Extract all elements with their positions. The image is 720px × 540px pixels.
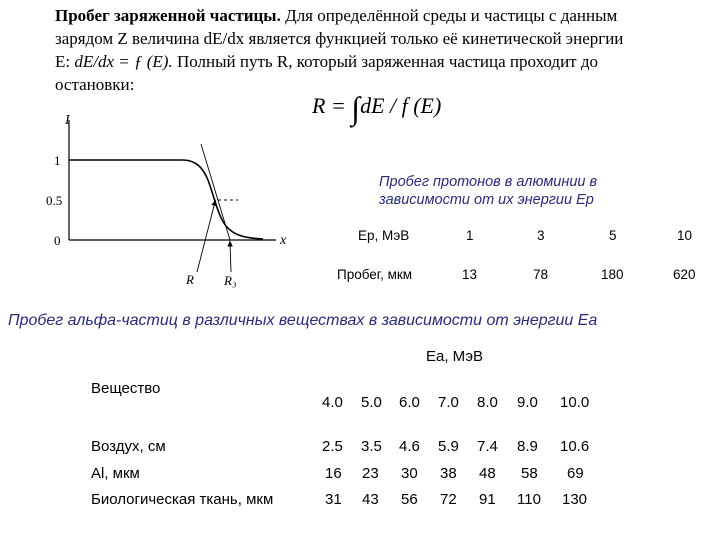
- intro-line-3: [55, 50, 655, 73]
- alpha-value-cell: 72: [440, 491, 457, 508]
- alpha-value-cell: 2.5: [322, 438, 343, 455]
- proton-range-620: 620: [673, 267, 696, 282]
- alpha-energy-header: Ea, МэВ: [426, 348, 484, 365]
- proton-energy-5: 5: [609, 228, 617, 243]
- alpha-substance-header: Вещество: [91, 380, 161, 397]
- graph-tick-0-5: 0.5: [46, 193, 63, 208]
- proton-energy-3: 3: [537, 228, 545, 243]
- alpha-row-label-tissue: Биологическая ткань, мкм: [91, 491, 274, 508]
- alpha-row-label-air: Воздух, см: [91, 438, 166, 455]
- integral-sign: ∫: [351, 90, 361, 126]
- intro-paragraph: [55, 4, 655, 96]
- alpha-energy-cell: 5.0: [361, 394, 382, 411]
- intro-line-3-text: Полный путь R, который заряженная частица проходит до: [172, 52, 599, 71]
- r-pointer: [197, 202, 215, 272]
- alpha-value-cell: 23: [362, 465, 379, 482]
- alpha-value-cell: 8.9: [517, 438, 538, 455]
- intro-heading: Пробег заряженной частицы.: [55, 6, 281, 25]
- proton-range-label: Пробег, мкм: [337, 267, 413, 282]
- alpha-value-cell: 5.9: [438, 438, 459, 455]
- marker-r3-label: R₃: [224, 273, 237, 288]
- graph-tick-1: 1: [54, 153, 61, 168]
- alpha-value-cell: 58: [521, 465, 538, 482]
- alpha-value-cell: 110: [517, 491, 541, 508]
- alpha-value-cell: 43: [362, 491, 379, 508]
- formula-lhs: R =: [312, 93, 352, 118]
- intro-line-2: зарядом Z величина dE/dx является функцией только её кинетической энергии: [55, 29, 624, 48]
- alpha-value-cell: 31: [325, 491, 342, 508]
- alpha-energy-cell: 4.0: [322, 394, 343, 411]
- intro-line-1-text: Для определённой среды и частицы с данным: [280, 6, 618, 25]
- proton-energy-label: Ep, МэВ: [358, 228, 410, 243]
- graph-y-axis-label: I: [65, 113, 70, 128]
- alpha-value-cell: 3.5: [361, 438, 382, 455]
- marker-r-label: R: [186, 272, 194, 287]
- intro-line-4: остановки:: [55, 75, 135, 94]
- alpha-table-title: Пробег альфа-частиц в различных веществах в зависимости от энергии Ea: [8, 312, 598, 329]
- tangent-line: [201, 144, 230, 240]
- alpha-value-cell: 56: [401, 491, 418, 508]
- alpha-value-cell: 30: [401, 465, 418, 482]
- intro-expression: dE/dx = ƒ (E).: [74, 52, 173, 71]
- proton-range-13: 13: [462, 267, 478, 282]
- alpha-energy-cell: 9.0: [517, 394, 538, 411]
- alpha-value-cell: 38: [440, 465, 457, 482]
- intro-line-1: [55, 4, 655, 27]
- range-formula: [312, 90, 441, 127]
- alpha-value-cell: 4.6: [399, 438, 420, 455]
- proton-energy-1: 1: [466, 228, 474, 243]
- alpha-energy-cell: 7.0: [438, 394, 459, 411]
- intro-line-3-prefix: E:: [55, 52, 75, 71]
- alpha-energy-cell: 10.0: [560, 394, 590, 411]
- alpha-value-cell: 69: [567, 465, 584, 482]
- proton-range-180: 180: [601, 267, 624, 282]
- alpha-value-cell: 48: [479, 465, 496, 482]
- intensity-graph: [38, 112, 298, 292]
- graph-tick-0: 0: [54, 233, 61, 248]
- alpha-value-cell: 16: [325, 465, 342, 482]
- alpha-value-cell: 10.6: [560, 438, 590, 455]
- proton-range-78: 78: [533, 267, 549, 282]
- intensity-curve: [69, 160, 263, 239]
- proton-caption-line-2: зависимости от их энергии Ep: [379, 192, 594, 208]
- r3-pointer: [230, 243, 231, 272]
- alpha-value-cell: 7.4: [477, 438, 498, 455]
- alpha-energy-cell: 8.0: [477, 394, 498, 411]
- alpha-value-cell: 91: [479, 491, 496, 508]
- graph-x-axis-label: x: [280, 233, 287, 248]
- alpha-energy-cell: 6.0: [399, 394, 420, 411]
- proton-caption-line-1: Пробег протонов в алюминии в: [379, 174, 598, 190]
- alpha-value-cell: 130: [562, 491, 588, 508]
- alpha-row-label-al: Al, мкм: [91, 465, 140, 482]
- formula-rhs: dE / f (E): [360, 93, 442, 118]
- proton-energy-10: 10: [677, 228, 693, 243]
